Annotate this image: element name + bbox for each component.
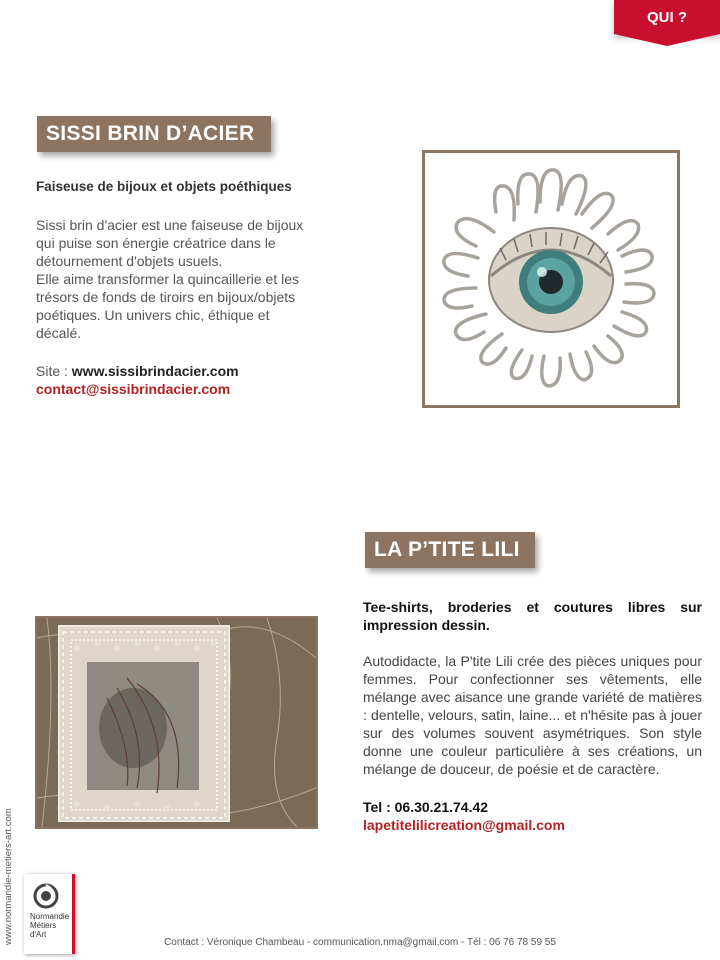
qui-tab-label: QUI ? xyxy=(647,8,687,26)
section1-subtitle: Faiseuse de bijoux et objets poéthiques xyxy=(36,179,292,194)
section2-title-text: LA P’TITE LILI xyxy=(374,538,520,561)
section1-title xyxy=(37,116,271,152)
section1-line: poétiques. Un univers chic, éthique et xyxy=(36,307,270,323)
section1-line: détournement d'objets usuels. xyxy=(36,253,223,269)
section1-line: qui puise son énergie créatrice dans le xyxy=(36,235,276,251)
site-link[interactable]: www.sissibrindacier.com xyxy=(71,363,239,379)
logo-emblem-icon xyxy=(32,882,60,910)
section1-line: Sissi brin d'acier est une faiseuse de bijoux xyxy=(36,217,304,233)
site-label: Site : xyxy=(36,363,72,379)
embroidery-photo xyxy=(35,616,318,829)
footer-contact: Contact : Véronique Chambeau - communication.nma@gmail.com - Tél : 06 76 78 59 55 xyxy=(164,937,556,948)
section1-title-text: SISSI BRIN D’ACIER xyxy=(46,122,255,145)
embroidery-illustration xyxy=(37,618,316,827)
section2-title xyxy=(365,532,535,568)
logo-line: d'Art xyxy=(30,930,47,939)
section2-subtitle: Tee-shirts, broderies et coutures libres sur impression dessin. xyxy=(363,599,702,633)
logo-line: Métiers xyxy=(30,921,57,930)
section2-text-block xyxy=(363,598,702,834)
side-website-url: www.normandie-metiers-art.com xyxy=(3,808,14,945)
section2-phone: Tel : 06.30.21.74.42 xyxy=(363,799,489,815)
logo-line: Normandie xyxy=(30,912,70,921)
section2-description: Autodidacte, la P'tite Lili crée des pièces uniques pour femmes. Pour confectionner ses vêtements, elle mélange avec aisance une grande variété de matières : dentelle, velours, satin, laine... et n'hésite pas à jouer sur des volumes souvent asymétriques. Son style donne une couleur particulière à ses créations, un mélange de douceur, de poésie et de caractère. xyxy=(363,653,702,777)
section2-email-link[interactable]: lapetitelilicreation@gmail.com xyxy=(363,817,565,833)
qui-tab-arrow xyxy=(614,34,720,46)
section1-site xyxy=(36,362,336,380)
section1-email-link[interactable]: contact@sissibrindacier.com xyxy=(36,381,231,397)
section1-description xyxy=(36,216,336,342)
logo-text xyxy=(30,912,69,939)
eye-jewel-photo xyxy=(422,150,680,408)
section1-text-block xyxy=(36,178,336,398)
eye-jewel-illustration xyxy=(436,164,666,394)
section1-line: trésors de fonds de tiroirs en bijoux/objets xyxy=(36,289,296,305)
section1-line: décalé. xyxy=(36,325,82,341)
section1-line: Elle aime transformer la quincaillerie et les xyxy=(36,271,299,287)
qui-tab-button[interactable] xyxy=(614,0,720,34)
